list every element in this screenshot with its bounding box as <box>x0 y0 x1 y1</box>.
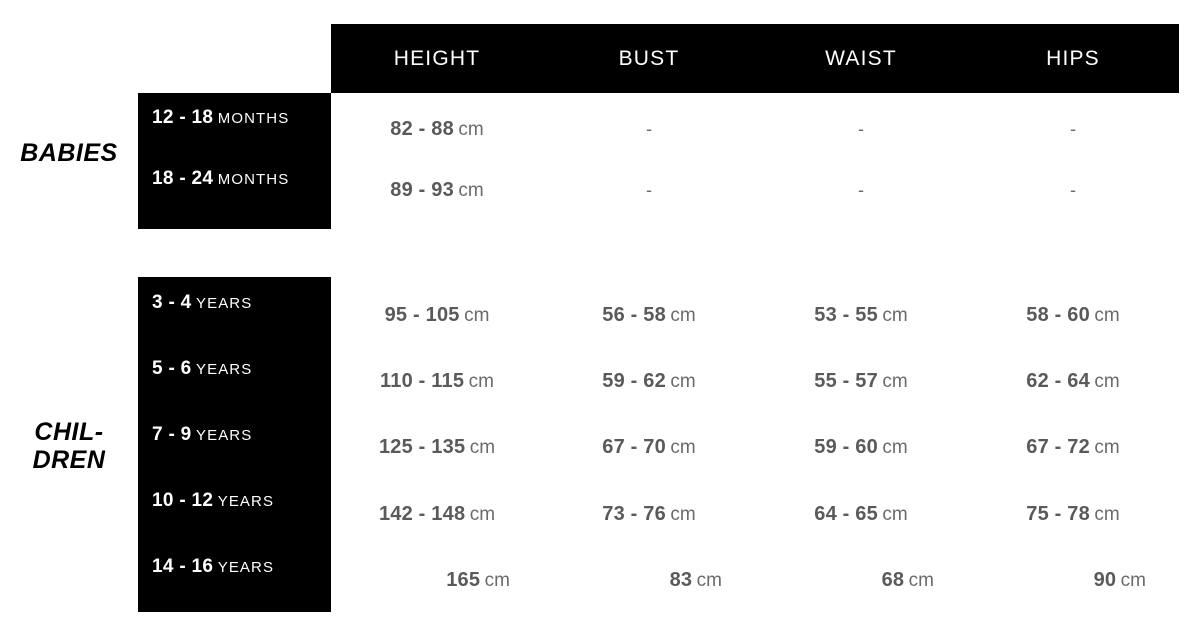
cell-waist <box>755 503 967 526</box>
table-row <box>331 563 1179 597</box>
cell-value: 64 - 65 <box>814 502 878 525</box>
cell-hips <box>967 569 1179 592</box>
category-label-babies: BABIES <box>20 139 118 167</box>
age-value: 18 - 24 <box>152 168 214 189</box>
category-label-children <box>0 418 138 474</box>
column-header-hips: HIPS <box>1046 46 1100 70</box>
cell-value: 83 <box>669 568 693 591</box>
age-label-children-1 <box>152 358 331 380</box>
age-label-babies-1 <box>152 168 331 190</box>
cell-unit: cm <box>670 436 696 458</box>
cell-unit: cm <box>469 436 496 458</box>
cell-unit: cm <box>696 569 722 591</box>
age-label-children-4 <box>152 556 331 578</box>
category-label-children-line2: DREN <box>32 446 106 474</box>
cell-unit: cm <box>1120 569 1146 591</box>
column-header-bust: BUST <box>618 46 680 70</box>
table-row <box>331 112 1179 146</box>
cell-value: 125 - 135 <box>378 435 466 458</box>
cell-height <box>331 436 543 459</box>
cell-unit: cm <box>469 503 496 525</box>
cell-height <box>331 118 543 141</box>
cell-unit: cm <box>458 118 484 140</box>
age-unit: YEARS <box>217 493 275 510</box>
cell-height <box>331 179 543 202</box>
age-value: 10 - 12 <box>152 490 214 511</box>
table-row <box>331 173 1179 207</box>
cell-hips <box>967 304 1179 327</box>
cell-value: 62 - 64 <box>1026 369 1090 392</box>
cell-hips <box>967 370 1179 393</box>
cell-unit: cm <box>882 503 908 525</box>
cell-height <box>331 569 543 592</box>
cell-value: 58 - 60 <box>1026 303 1090 326</box>
cell-unit: cm <box>882 436 908 458</box>
cell-unit: cm <box>1094 436 1120 458</box>
age-unit: MONTHS <box>217 171 290 188</box>
age-unit: YEARS <box>195 295 253 312</box>
age-label-babies-0 <box>152 107 331 129</box>
column-header-waist: WAIST <box>825 46 897 70</box>
age-unit: YEARS <box>195 361 253 378</box>
cell-value: 59 - 62 <box>602 369 666 392</box>
cell-value: 89 - 93 <box>390 178 454 201</box>
cell-unit: cm <box>1094 503 1120 525</box>
age-value: 5 - 6 <box>152 358 192 379</box>
cell-value: 67 - 72 <box>1026 435 1090 458</box>
cell-value: - <box>858 179 864 200</box>
cell-bust <box>543 503 755 526</box>
age-value: 3 - 4 <box>152 292 192 313</box>
cell-unit: cm <box>468 370 494 392</box>
table-header-row <box>331 24 1179 93</box>
cell-bust <box>543 304 755 327</box>
table-row <box>331 364 1179 398</box>
cell-value: 53 - 55 <box>814 303 878 326</box>
cell-bust <box>543 436 755 459</box>
cell-value: 75 - 78 <box>1026 502 1090 525</box>
cell-bust <box>543 180 755 201</box>
cell-unit: cm <box>908 569 934 591</box>
cell-value: - <box>1070 179 1076 200</box>
cell-value: 59 - 60 <box>814 435 878 458</box>
cell-waist <box>755 304 967 327</box>
cell-value: 90 <box>1093 568 1117 591</box>
cell-value: 82 - 88 <box>390 117 454 140</box>
age-label-children-0 <box>152 292 331 314</box>
cell-value: 55 - 57 <box>814 369 878 392</box>
cell-value: - <box>858 118 864 139</box>
age-value: 7 - 9 <box>152 424 192 445</box>
cell-value: - <box>646 179 652 200</box>
cell-bust <box>543 569 755 592</box>
age-value: 12 - 18 <box>152 107 214 128</box>
cell-value: 142 - 148 <box>378 502 466 525</box>
cell-value: 67 - 70 <box>602 435 666 458</box>
cell-value: - <box>646 118 652 139</box>
cell-bust <box>543 370 755 393</box>
cell-height <box>331 370 543 393</box>
cell-height <box>331 304 543 327</box>
cell-bust <box>543 119 755 140</box>
column-header-height: HEIGHT <box>393 46 481 70</box>
cell-hips <box>967 119 1179 140</box>
cell-unit: cm <box>882 370 908 392</box>
cell-height <box>331 503 543 526</box>
cell-value: 73 - 76 <box>602 502 666 525</box>
cell-waist <box>755 569 967 592</box>
age-label-children-3 <box>152 490 331 512</box>
table-row <box>331 497 1179 531</box>
cell-unit: cm <box>670 304 696 326</box>
cell-unit: cm <box>458 179 484 201</box>
age-unit: YEARS <box>217 559 275 576</box>
cell-unit: cm <box>1094 304 1120 326</box>
cell-unit: cm <box>1094 370 1120 392</box>
cell-hips <box>967 503 1179 526</box>
age-unit: MONTHS <box>217 110 290 127</box>
cell-value: 95 - 105 <box>384 303 460 326</box>
cell-hips <box>967 180 1179 201</box>
age-value: 14 - 16 <box>152 556 214 577</box>
cell-waist <box>755 436 967 459</box>
age-label-children-2 <box>152 424 331 446</box>
cell-waist <box>755 180 967 201</box>
table-row <box>331 298 1179 332</box>
cell-unit: cm <box>464 304 490 326</box>
cell-unit: cm <box>670 370 696 392</box>
cell-value: 110 - 115 <box>380 369 465 392</box>
cell-value: - <box>1070 118 1076 139</box>
cell-hips <box>967 436 1179 459</box>
cell-unit: cm <box>882 304 908 326</box>
cell-value: 56 - 58 <box>602 303 666 326</box>
cell-unit: cm <box>484 569 510 591</box>
cell-waist <box>755 370 967 393</box>
cell-value: 68 <box>881 568 905 591</box>
cell-waist <box>755 119 967 140</box>
age-unit: YEARS <box>195 427 253 444</box>
cell-value: 165 <box>446 568 481 591</box>
category-label-children-line1: CHIL- <box>34 418 104 446</box>
table-row <box>331 430 1179 464</box>
cell-unit: cm <box>670 503 696 525</box>
